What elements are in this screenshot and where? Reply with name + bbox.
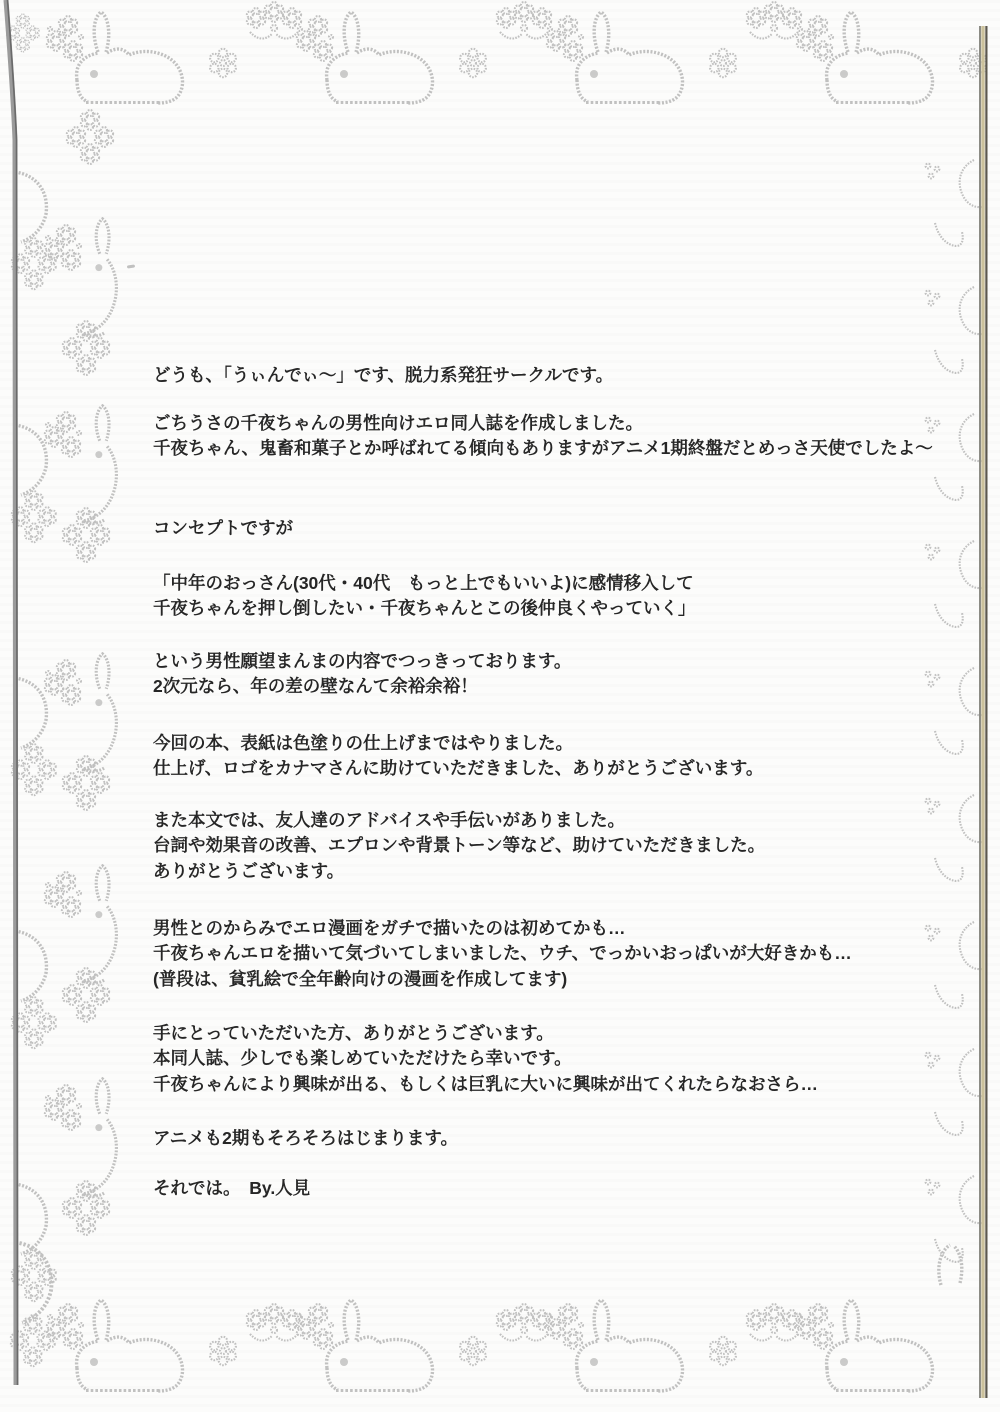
text-line: アニメも2期もそろそろはじまります。	[153, 1128, 458, 1148]
signature-line: それでは。 By.人見	[153, 1178, 311, 1198]
text-line: また本文では、友人達のアドバイスや手伝いがありました。	[153, 810, 625, 830]
text-line: ありがとうございます。	[153, 860, 345, 881]
paragraph	[153, 363, 613, 388]
text-line: 千夜ちゃんエロを描いて気づいてしまいました、ウチ、でっかいおっぱいが大好きかも…	[153, 943, 852, 964]
text-line: 本同人誌、少しでも楽しめていただけたら幸いです。	[153, 1048, 572, 1069]
text-line: コンセプトですが	[153, 518, 293, 538]
text-line: ごちうさの千夜ちゃんの男性向けエロ同人誌を作成しました。	[153, 413, 643, 433]
text-line: 手にとっていただいた方、ありがとうございます。	[153, 1023, 554, 1043]
text-line: 2次元なら、年の差の壁なんて余裕余裕！	[153, 676, 478, 697]
text-line: 千夜ちゃん、鬼畜和菓子とか呼ばれてる傾向もありますがアニメ1期終盤だとめっさ天使でしたよ～	[153, 438, 933, 459]
text-line: 台詞や効果音の改善、エプロンや背景トーン等など、助けていただきました。	[153, 835, 766, 856]
paragraph	[153, 649, 571, 700]
paragraph	[153, 571, 696, 622]
text-line: どうも、「うぃんでぃ～」です、脱力系発狂サークルです。	[153, 365, 614, 385]
text-line: 「中年のおっさん(30代・40代 もっと上でもいいよ)に感情移入して	[153, 573, 694, 593]
text-line: 今回の本、表紙は色塗りの仕上げまではやりました。	[153, 733, 573, 753]
text-line: 仕上げ、ロゴをカナマさんに助けていただきました、ありがとうございます。	[153, 758, 764, 779]
paragraph	[153, 808, 765, 884]
paragraph	[153, 1176, 310, 1201]
text-line: 千夜ちゃんを押し倒したい・千夜ちゃんとこの後仲良くやっていく」	[153, 598, 696, 619]
text-line: (普段は、貧乳絵で全年齢向けの漫画を作成してます)	[153, 968, 568, 989]
paragraph	[153, 1126, 458, 1151]
text-line: 男性とのからみでエロ漫画をガチで描いたのは初めてかも…	[153, 918, 626, 938]
text-line: という男性願望まんまの内容でつっきっております。	[153, 651, 572, 671]
paragraph	[153, 516, 293, 541]
paragraph	[153, 1021, 818, 1097]
paragraph	[153, 411, 933, 462]
paragraph	[153, 731, 763, 782]
text-line: 千夜ちゃんにより興味が出る、もしくは巨乳に大いに興味が出てくれたらなおさら…	[153, 1073, 818, 1094]
paragraph	[153, 916, 852, 992]
